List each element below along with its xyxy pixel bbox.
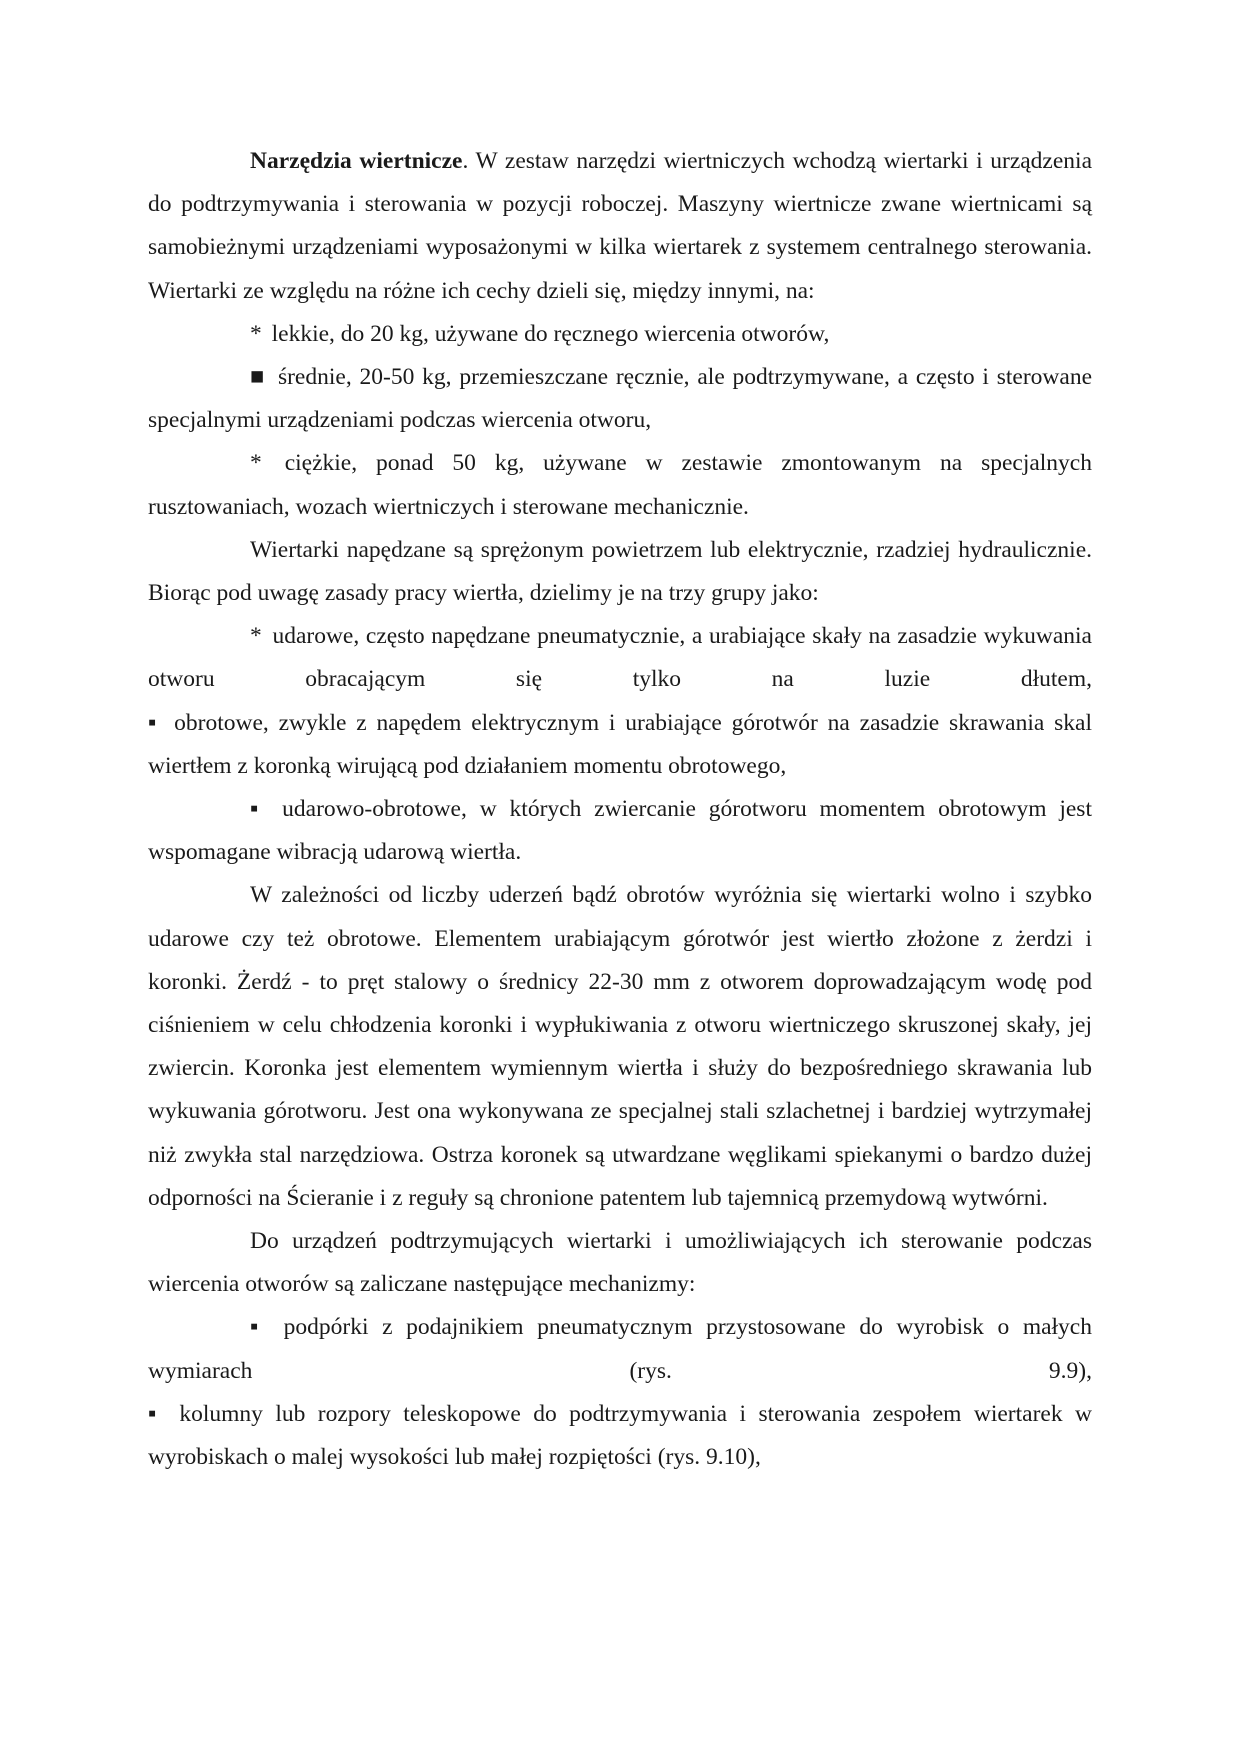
small-square-bullet-icon: ▪	[148, 709, 161, 736]
small-square-bullet-icon: ▪	[148, 1400, 163, 1427]
paragraph-support-devices: Do urządzeń podtrzymujących wiertarki i umożliwiających ich sterowanie podczas wiercenia otworów są zaliczane następujące mechanizmy:	[148, 1228, 1092, 1298]
square-bullet-icon: ■	[250, 364, 267, 391]
section-heading: Narzędzia wiertnicze	[250, 148, 463, 174]
small-square-bullet-icon: ▪	[250, 796, 266, 823]
small-square-bullet-icon: ▪	[250, 1314, 267, 1341]
paragraph-intro-text: . W zestaw narzędzi wiertniczych wchodzą wiertarki i urządzenia do podtrzymywania i sterowania w pozycji roboczej. Maszyny wiertnicze zwane wiertnicami są samobieżnymi urządzeniami wyposażonymi w kilka wiertarek z systemem centralnego sterowania. Wiertarki ze względu na różne ich cechy dzieli się, między innymi, na:	[148, 148, 1092, 304]
list-item-supports	[148, 1306, 1092, 1392]
paragraph-drill-bit: W zależności od liczby uderzeń bądź obrotów wyróżnia się wiertarki wolno i szybko udarowe czy też obrotowe. Elementem urabiającym górotwór jest wiertło złożone z żerdzi i koronki. Żerdź - to pręt stalowy o średnicy 22-30 mm z otworem doprowadzającym wodę pod ciśnieniem w celu chłodzenia koronki i wypłukiwania z otworu wiertniczego skruszonej skały, jej zwiercin. Koronka jest elementem wymiennym wiertła i służy do bezpośredniego skrawania lub wykuwania górotworu. Jest ona wykonywana ze specjalnej stali szlachetnej i bardziej wytrzymałej niż zwykła stal narzędziowa. Ostrza koronek są utwardzane węglikami spiekanymi o bardzo dużej odporności na Ścieranie i z reguły są chronione patentem lub tajemnicą przemydową wytwórni.	[148, 882, 1092, 1211]
paragraph-drive-types: Wiertarki napędzane są sprężonym powietrzem lub elektrycznie, rzadziej hydraulicznie. Biorąc pod uwagę zasady pracy wiertła, dzielimy je na trzy grupy jako:	[148, 536, 1092, 607]
list-item-text: udarowe, często napędzane pneumatycznie, a urabiające skały na zasadzie wykuwania otworu obracającym się tylko na luzie dłutem,	[148, 623, 1092, 693]
document-page	[148, 140, 1092, 1479]
list-item-medium	[148, 356, 1092, 442]
list-item-text: średnie, 20-50 kg, przemieszczane ręcznie, ale podtrzymywane, a często i sterowane specjalnymi urządzeniami podczas wiercenia otworu,	[148, 364, 1092, 434]
list-item-light	[148, 313, 1092, 356]
list-item-text: ciężkie, ponad 50 kg, używane w zestawie zmontowanym na specjalnych rusztowaniach, wozach wiertniczych i sterowane mechanicznie.	[148, 450, 1092, 520]
list-item-text: udarowo-obrotowe, w których zwiercanie górotworu momentem obrotowym jest wspomagane wibracją udarową wiertła.	[148, 796, 1092, 866]
asterisk-bullet-icon: *	[250, 450, 262, 477]
list-item-percussive	[148, 615, 1092, 701]
list-item-columns	[148, 1393, 1092, 1479]
list-item-text: obrotowe, zwykle z napędem elektrycznym i urabiające górotwór na zasadzie skrawania skal wiertłem z koronką wirującą pod działaniem momentu obrotowego,	[148, 709, 1093, 779]
asterisk-bullet-icon: *	[250, 623, 262, 650]
list-item-text: podpórki z podajnikiem pneumatycznym przystosowane do wyrobisk o małych wymiarach (rys. 9.9),	[148, 1314, 1092, 1384]
list-item-text: lekkie, do 20 kg, używane do ręcznego wiercenia otworów,	[271, 320, 830, 347]
asterisk-bullet-icon: *	[250, 320, 262, 347]
paragraph-intro	[148, 140, 1092, 313]
list-item-percussive-rotary	[148, 788, 1092, 874]
list-item-rotary	[148, 702, 1092, 788]
list-item-heavy	[148, 442, 1092, 528]
list-item-text: kolumny lub rozpory teleskopowe do podtrzymywania i sterowania zespołem wiertarek w wyrobiskach o malej wysokości lub małej rozpiętości (rys. 9.10),	[148, 1400, 1092, 1471]
